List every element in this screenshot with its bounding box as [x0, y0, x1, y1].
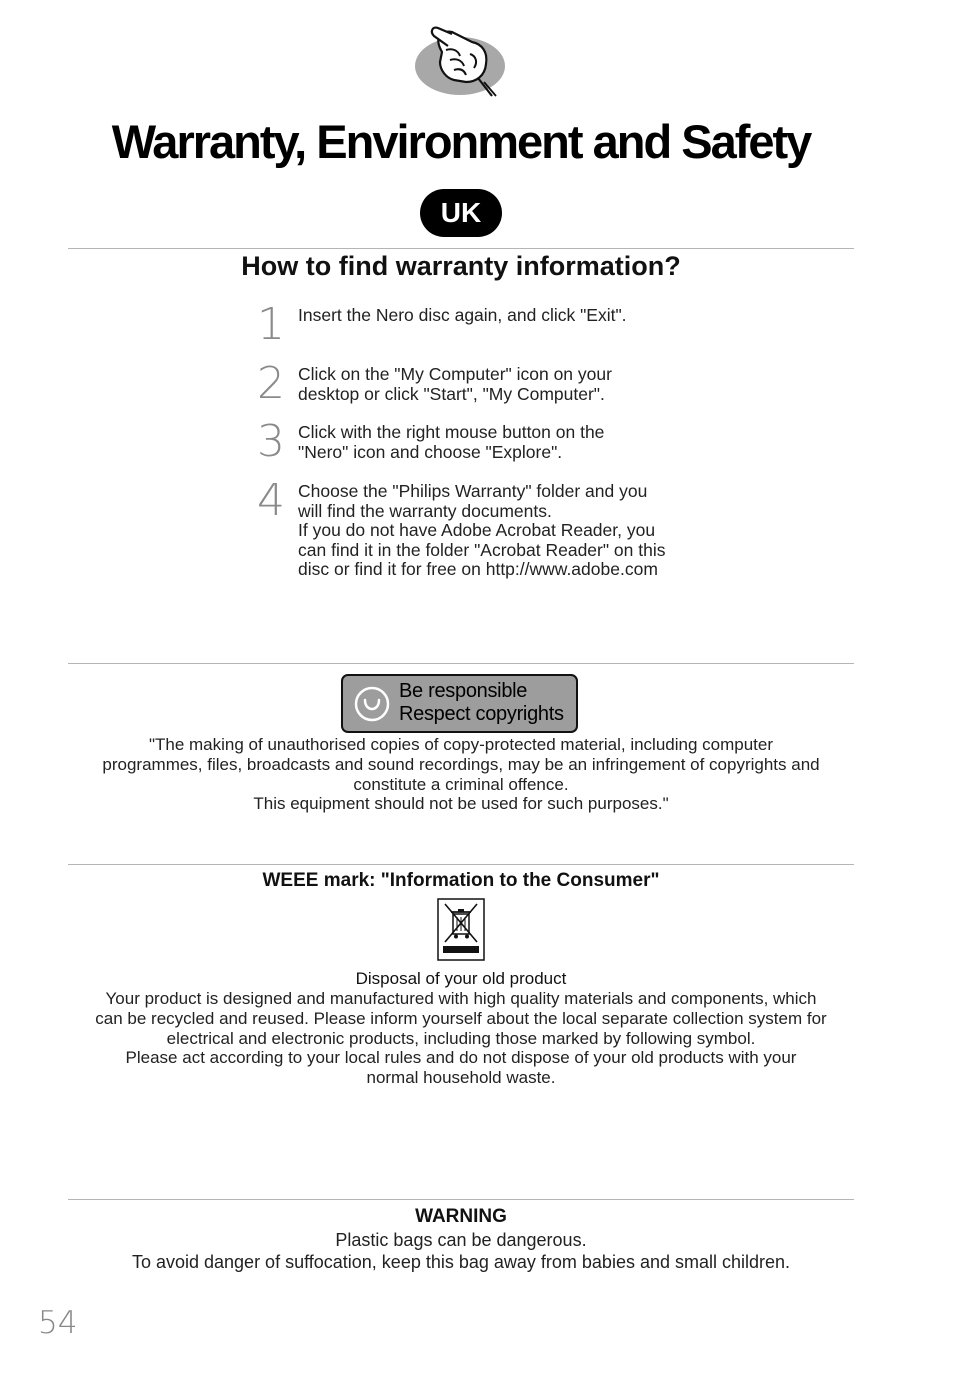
pointing-hand-icon — [412, 26, 510, 100]
step-text: Click on the "My Computer" icon on your desktop or click "Start", "My Computer". — [298, 364, 612, 404]
smile-circle-icon — [354, 686, 390, 722]
disposal-heading: Disposal of your old product — [355, 969, 567, 988]
warranty-heading: How to find warranty information? — [241, 251, 681, 281]
section-divider — [68, 864, 854, 865]
section-divider — [68, 248, 854, 249]
copyright-badge — [341, 674, 578, 733]
step-text: Click with the right mouse button on the "Nero" icon and choose "Explore". — [298, 422, 605, 462]
language-badge: UK — [420, 189, 502, 237]
page-number: 54 — [38, 1305, 78, 1341]
section-divider — [68, 1199, 854, 1200]
step-text: Choose the "Philips Warranty" folder and you will find the warranty documents. If you do not have Adobe Acrobat Reader, you can find it in the folder "Acrobat Reader" on this disc or find it for free on http://www.adobe.com — [298, 481, 666, 580]
crossed-out-wheelie-bin-icon — [437, 898, 485, 961]
step-number: 1 — [257, 299, 285, 350]
section-divider — [68, 663, 854, 664]
step-number: 4 — [257, 475, 285, 526]
copyright-badge-line1: Be responsible — [399, 680, 528, 702]
page-title: Warranty, Environment and Safety — [111, 115, 811, 168]
copyright-badge-line2: Respect copyrights — [399, 703, 564, 725]
disposal-text: Your product is designed and manufactured with high quality materials and components, which can be recycled and reused. Please inform yourself about the local separate collection system for electrical and electronic products, including those marked by following symbol. Please act according to your local rules and do not dispose of your old products with your normal household waste. — [95, 989, 827, 1088]
weee-heading: WEEE mark: "Information to the Consumer" — [262, 870, 660, 891]
copyright-notice: "The making of unauthorised copies of copy-protected material, including computer programmes, files, broadcasts and sound recordings, may be an infringement of copyrights and constitute a criminal offence. This equipment should not be used for such purposes." — [102, 735, 820, 814]
warning-text: Plastic bags can be dangerous. To avoid danger of suffocation, keep this bag away from babies and small children. — [131, 1230, 791, 1272]
step-number: 2 — [257, 358, 285, 409]
step-text: Insert the Nero disc again, and click "Exit". — [298, 305, 627, 325]
step-number: 3 — [257, 416, 285, 467]
warning-heading: WARNING — [415, 1206, 507, 1227]
